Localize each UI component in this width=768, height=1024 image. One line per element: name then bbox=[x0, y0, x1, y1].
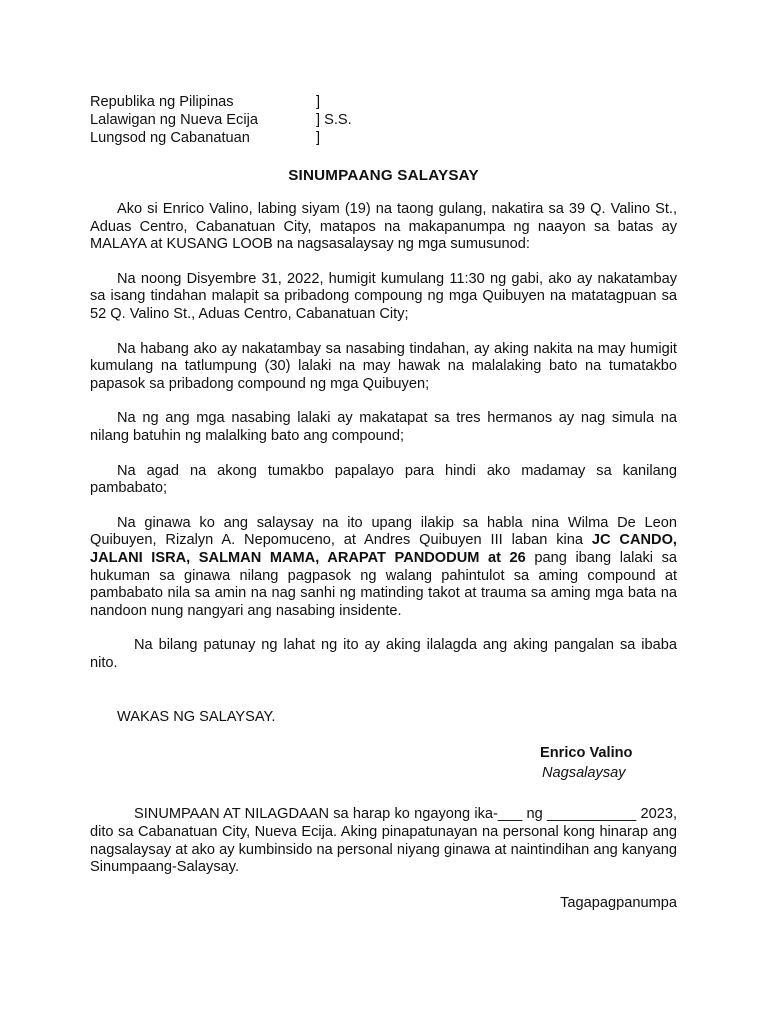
document-page bbox=[90, 93, 677, 912]
signer-role: Nagsalaysay bbox=[542, 765, 626, 782]
paragraph-attestation: Na bilang patunay ng lahat ng ito ay aking ilalagda ang aking pangalan sa ibaba nito. bbox=[90, 637, 677, 671]
venue-block bbox=[90, 93, 677, 147]
paragraph-stoning: Na ng ang mga nasabing lalaki ay makatapat sa tres hermanos ay nag simula na nilang batuhin ng malalking bato ang compound; bbox=[90, 410, 677, 444]
signature-block bbox=[540, 744, 677, 782]
purpose-text-end: pang ibang lalaki sa hukuman sa ginawa nilang pagpasok ng walang pahintulot sa aming compound at pambabato nila sa amin na nag sanhi ng matinding takot at trauma sa aming mga bata na nandoon nung nangyari ang nasabing insidente. bbox=[90, 549, 678, 619]
venue-row-2 bbox=[90, 111, 677, 129]
venue-city: Lungsod ng Cabanatuan bbox=[90, 130, 250, 146]
paragraph-introduction: Ako si Enrico Valino, labing siyam (19) na taong gulang, nakatira sa 39 Q. Valino St., Aduas Centro, Cabanatuan City, matapos na makapanumpa ng naayon sa batas ay MALAYA at KUSANG LOOB na nagsasalaysay ng mga sumusunod: bbox=[90, 201, 677, 253]
venue-country: Republika ng Pilipinas bbox=[90, 94, 234, 110]
venue-province: Lalawigan ng Nueva Ecija bbox=[90, 112, 258, 128]
venue-bracket-3: ] bbox=[316, 130, 321, 146]
venue-bracket-1: ] bbox=[316, 94, 321, 110]
paragraph-ran-away: Na agad na akong tumakbo papalayo para hindi ako madamay sa kanilang pambabato; bbox=[90, 462, 677, 497]
purpose-text-start: Na ginawa ko ang salaysay na ito upang ilakip sa habla nina Wilma De Leon Quibuyen, Rizalyn A. Nepomuceno, at Andres Quibuyen III laban kina bbox=[90, 514, 677, 549]
venue-row-3 bbox=[90, 129, 677, 147]
venue-row-1 bbox=[90, 93, 677, 111]
jurat-paragraph: SINUMPAAN AT NILAGDAAN sa harap ko ngayong ika-___ ng ___________ 2023, dito sa Cabanatuan City, Nueva Ecija. Aking pinapatunayan na personal kong hinarap ang nagsalaysay at ako ay kumbinsido na personal niyang ginawa at naintindihan ang kanyang Sinumpaang-Salaysay. bbox=[90, 806, 677, 876]
venue-bracket-ss: ] S.S. bbox=[316, 112, 352, 128]
paragraph-men-with-stones: Na habang ako ay nakatambay sa nasabing tindahan, ay aking nakita na may humigit kumulang na tatlumpung (30) lalaki na may hawak na malalaking bato na tumatakbo papasok sa pribadong compound ng mga Quibuyen; bbox=[90, 340, 677, 392]
signer-name: Enrico Valino bbox=[540, 745, 633, 762]
administering-officer: Tagapagpanumpa bbox=[560, 894, 677, 911]
paragraph-incident-date: Na noong Disyembre 31, 2022, humigit kumulang 11:30 ng gabi, ako ay nakatambay sa isang tindahan malapit sa pribadong compoung ng mga Quibuyen na matatagpuan sa 52 Q. Valino St., Aduas Centro, Cabanatuan City; bbox=[90, 270, 677, 322]
document-title: SINUMPAANG SALAYSAY bbox=[288, 167, 479, 184]
respondents-names: JC CANDO, JALANI ISRA, SALMAN MAMA, ARAPAT PANDODUM at 26 bbox=[90, 532, 677, 566]
paragraph-purpose bbox=[90, 515, 677, 621]
closing-statement: WAKAS NG SALAYSAY. bbox=[117, 709, 276, 726]
